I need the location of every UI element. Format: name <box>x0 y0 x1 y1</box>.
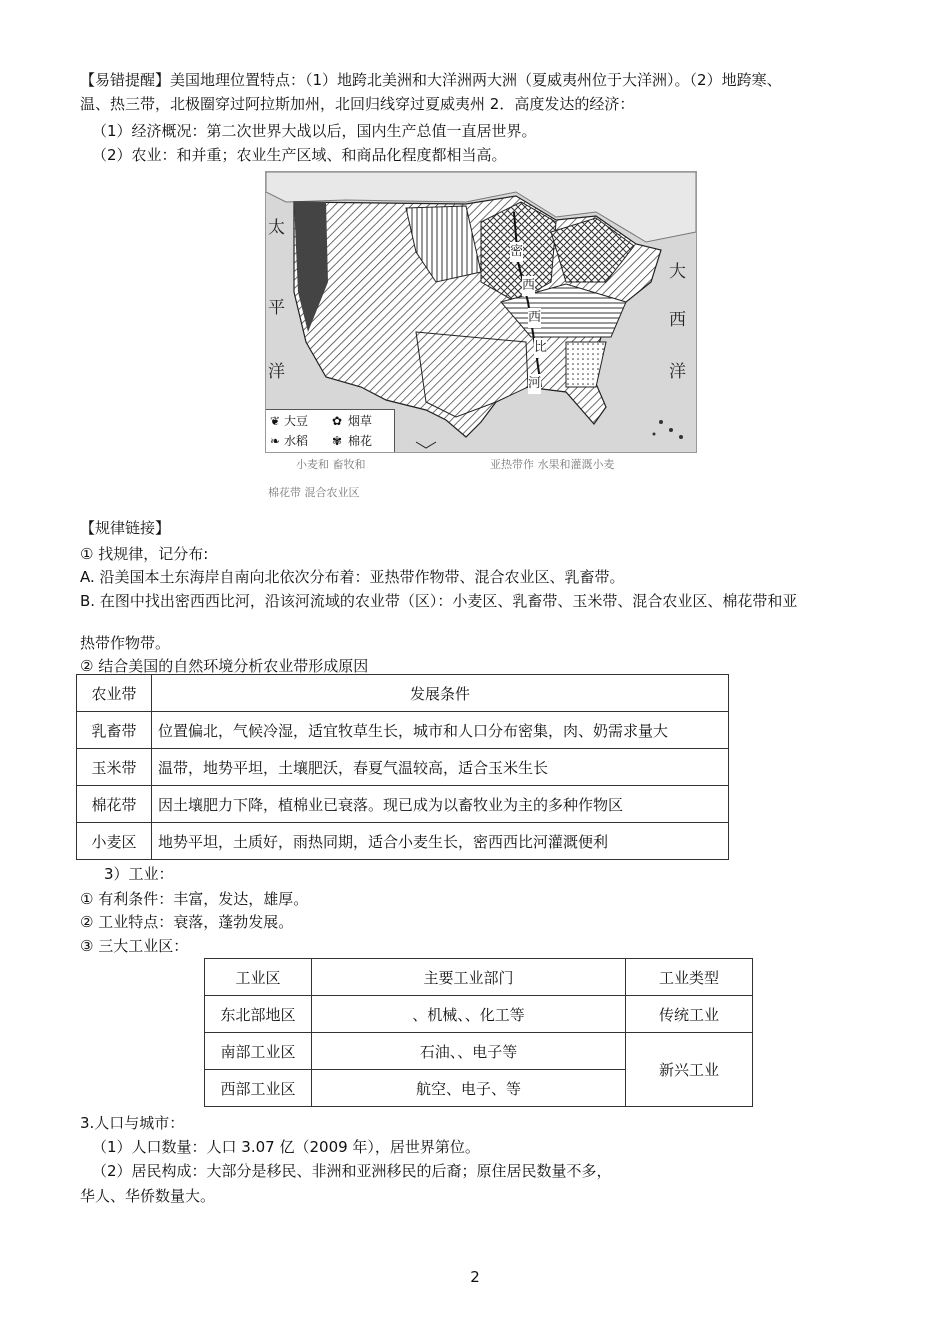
table-cell: 位置偏北，气候冷湿，适宜牧草生长，城市和人口分布密集，肉、奶需求量大 <box>152 712 729 749</box>
text-line: 温、热三带，北极圈穿过阿拉斯加州，北回归线穿过夏威夷州 2．高度发达的经济： <box>80 95 635 113</box>
table-header: 工业区 <box>205 959 312 996</box>
pacific-label-2: 平 <box>268 298 285 318</box>
map-caption-left: 小麦和 畜牧和 <box>296 458 366 471</box>
table-cell: 航空、电子、等 <box>312 1070 626 1107</box>
legend-soybean: 大豆 <box>284 414 309 428</box>
table-cell: 东北部地区 <box>205 996 312 1033</box>
text-line: ② 工业特点：衰落，蓬勃发展。 <box>80 913 294 931</box>
text-line: ① 找规律，记分布: <box>80 545 209 563</box>
text-line: ① 有利条件：丰富，发达，雄厚。 <box>80 890 309 908</box>
pacific-label-3: 洋 <box>268 362 285 382</box>
text-line: A. 沿美国本土东海岸自南向北依次分布着：亚热带作物带、混合农业区、乳畜带。 <box>80 568 625 586</box>
text-line: B. 在图中找出密西西比河，沿该河流域的农业带（区）：小麦区、乳畜带、玉米带、混合农业区、棉花带和亚 <box>80 592 798 610</box>
table-cell: 西部工业区 <box>205 1070 312 1107</box>
river-label-2: 西 <box>522 276 535 296</box>
table-cell: 玉米带 <box>77 749 152 786</box>
table-cell: 石油、、电子等 <box>312 1033 626 1070</box>
table-cell: 地势平坦，土质好，雨热同期，适合小麦生长，密西西比河灌溉便利 <box>152 823 729 860</box>
table-cell: 小麦区 <box>77 823 152 860</box>
text-line: 3.人口与城市： <box>80 1114 185 1132</box>
table-cell: 新兴工业 <box>626 1033 753 1107</box>
atlantic-label-1: 大 <box>669 262 686 282</box>
cotton-icon: ✾ <box>332 434 343 448</box>
table-cell: 因土壤肥力下降，植棉业已衰落。现已成为以畜牧业为主的多种作物区 <box>152 786 729 823</box>
table-row <box>77 749 729 786</box>
map-caption-right: 亚热带作 水果和灌溉小麦 <box>490 458 615 471</box>
text-line: （2）农业：和并重；农业生产区域、和商品化程度都相当高。 <box>92 146 507 164</box>
text-line: ② 结合美国的自然环境分析农业带形成原因 <box>80 657 369 675</box>
table-cell: 、机械、、化工等 <box>312 996 626 1033</box>
table-header: 工业类型 <box>626 959 753 996</box>
text-line: ③ 三大工业区： <box>80 937 189 955</box>
legend-cotton: 棉花 <box>348 434 373 448</box>
table-row <box>77 712 729 749</box>
river-label-4: 比 <box>534 338 547 358</box>
text-line: （1）人口数量：人口 3.07 亿（2009 年），居世界第位。 <box>92 1138 480 1156</box>
table-row <box>77 823 729 860</box>
table-row <box>205 1033 753 1070</box>
soybean-icon: ❦ <box>270 414 281 428</box>
table-cell: 温带，地势平坦，土壤肥沃，春夏气温较高，适合玉米生长 <box>152 749 729 786</box>
table-header-row <box>77 675 729 712</box>
text-line: （1）经济概况：第二次世界大战以后，国内生产总值一直居世界。 <box>92 122 537 140</box>
text-line: 华人、华侨数量大。 <box>80 1187 216 1205</box>
text-line: 热带作物带。 <box>80 634 171 652</box>
river-label-3: 西 <box>528 308 541 328</box>
table-header-row <box>205 959 753 996</box>
page-number: 2 <box>470 1268 480 1286</box>
table-header: 主要工业部门 <box>312 959 626 996</box>
table-header: 农业带 <box>77 675 152 712</box>
table-cell: 乳畜带 <box>77 712 152 749</box>
text-line: 3）工业： <box>104 865 174 883</box>
text-line: （2）居民构成：大部分是移民、非洲和亚洲移民的后裔；原住居民数量不多， <box>92 1162 612 1180</box>
rice-icon: ❧ <box>270 434 281 448</box>
table-cell: 南部工业区 <box>205 1033 312 1070</box>
table-row <box>77 786 729 823</box>
pacific-label-1: 太 <box>268 218 285 238</box>
table-header: 发展条件 <box>152 675 729 712</box>
rules-heading: 【规律链接】 <box>80 519 171 537</box>
table-row <box>205 996 753 1033</box>
legend-tobacco: 烟草 <box>348 414 373 428</box>
map-legend <box>266 409 395 452</box>
river-label-5: 河 <box>528 374 541 394</box>
agriculture-table <box>76 674 729 860</box>
river-label-1: 密 <box>510 242 523 262</box>
industry-table <box>204 958 753 1107</box>
text-line: 【易错提醒】美国地理位置特点：（1）地跨北美洲和大洋洲两大洲（夏威夷州位于大洋洲）。（2）地跨寒、 <box>80 71 782 89</box>
map-caption-bottom: 棉花带 混合农业区 <box>268 486 360 499</box>
table-cell: 棉花带 <box>77 786 152 823</box>
atlantic-label-3: 洋 <box>669 362 686 382</box>
legend-rice: 水稻 <box>284 434 309 448</box>
tobacco-icon: ✿ <box>332 414 343 428</box>
table-cell: 传统工业 <box>626 996 753 1033</box>
atlantic-label-2: 西 <box>669 310 686 330</box>
us-agriculture-map <box>265 171 697 453</box>
